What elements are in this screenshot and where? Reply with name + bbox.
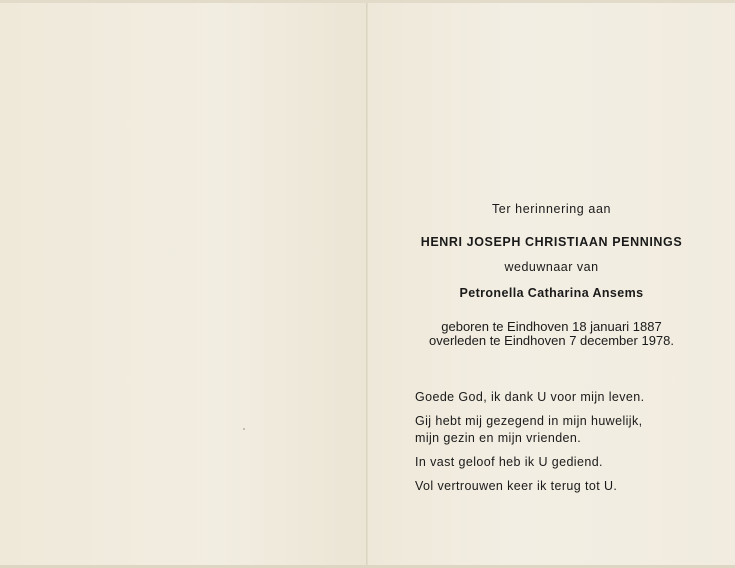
birth-line: geboren te Eindhoven 18 januari 1887 [441, 319, 662, 334]
verse-line: Goede God, ik dank U voor mijn leven. [415, 390, 645, 404]
verse-line: In vast geloof heb ik U gediend. [415, 455, 603, 469]
left-panel [0, 0, 366, 568]
deceased-name: HENRI JOSEPH CHRISTIAAN PENNINGS [420, 235, 683, 249]
paper-speck [243, 428, 245, 430]
verse-line: Gij hebt mij gezegend in mijn huwelijk, [415, 414, 643, 428]
death-line: overleden te Eindhoven 7 december 1978. [428, 333, 674, 348]
top-edge [0, 0, 735, 3]
relation-line: weduwnaar van [504, 260, 599, 274]
verse-line: mijn gezin en mijn vrienden. [415, 431, 582, 445]
verse-line: Vol vertrouwen keer ik terug tot U. [415, 479, 618, 493]
spouse-name: Petronella Catharina Ansems [459, 286, 644, 300]
intro-line: Ter herinnering aan [491, 202, 612, 216]
